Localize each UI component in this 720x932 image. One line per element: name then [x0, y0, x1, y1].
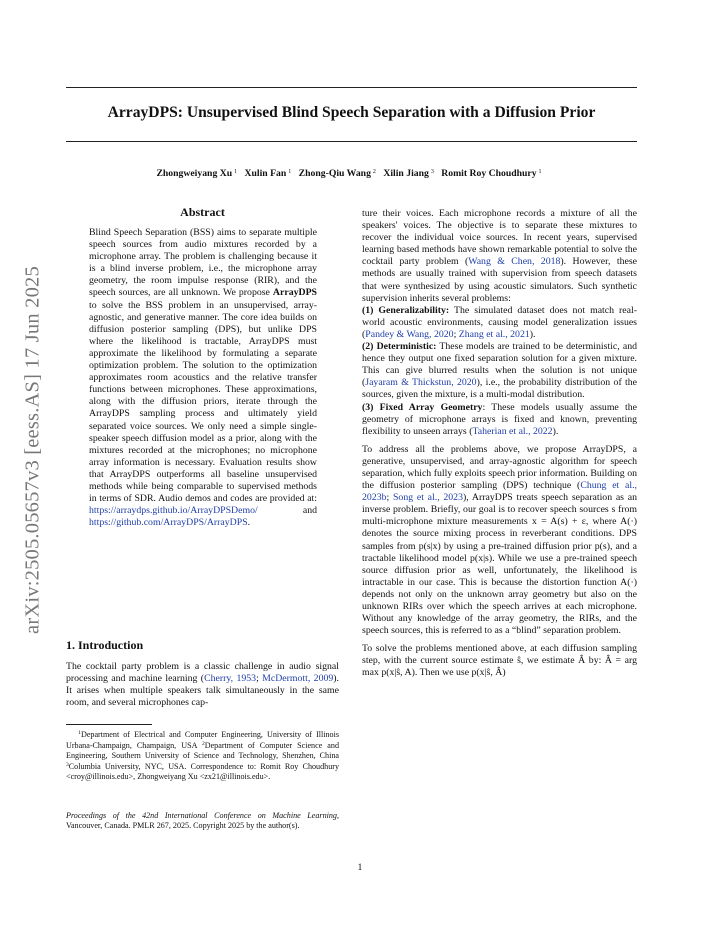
body-text: ;	[386, 492, 393, 504]
body-text: The simulated dataset does not match real-world acoustic environments, causing model generalization issues (	[362, 304, 637, 340]
intro-heading: 1. Introduction	[66, 638, 144, 652]
citation-link[interactable]: Wang & Chen, 2018	[468, 256, 561, 268]
abstract-text: Blind Speech Separation (BSS) aims to separate multiple speech sources from audio mixtures recorded by a microphone array. The problem is challenging because it is a blind inverse problem, i.e., the microphone array geometry, the room impulse response (RIR), and the speech sources, are all unknown. We propose	[89, 227, 317, 299]
affiliation-footnote: $^1$Department of Electrical and Computer Engineering, University of Illinois Urbana-Champaign, Champaign, USA $^2$Department of Computer Science and Engineering, Southern University of Science and Technology, Shenzhen, China $^3$Columbia University, NYC, USA. Correspondence to: Romit Roy Choudhury <croy@illinois.edu>, Zhongweiyang Xu <zx21@illinois.edu>.	[66, 730, 340, 781]
proceedings-text: , Vancouver, Canada. PMLR 267, 2025. Copyright 2025 by the author(s).	[66, 811, 339, 830]
footnote-rule	[66, 724, 152, 725]
citation-link[interactable]: Taherian et al., 2022	[472, 425, 553, 437]
citation-link[interactable]: Pandey & Wang, 2020	[365, 328, 454, 340]
citation-link[interactable]: McDermott, 2009	[262, 673, 334, 685]
title-rule-bottom	[66, 141, 637, 142]
body-text: ). However, these methods are usually trained with supervision from speech datasets that were synthesized by using acoustic simulators. Such synthetic supervision inherits several problems:	[362, 256, 637, 304]
title-rule-top	[66, 87, 637, 88]
citation-link[interactable]: Chung et al., 2023b	[362, 480, 637, 504]
body-text: : These models usually assume the geometry of microphone arrays is fixed and known, preventing flexibility to unseen arrays (	[362, 401, 637, 437]
author-affiliation: 1	[234, 169, 238, 175]
intro-text: ;	[256, 673, 263, 685]
abstract-body	[89, 227, 317, 529]
author-affiliation: 3	[430, 169, 434, 175]
citation-link[interactable]: Song et al., 2023	[392, 492, 463, 504]
intro-body	[66, 661, 339, 709]
body-text: ), ArrayDPS treats speech separation as an inverse problem. Briefly, our goal is to recover speech sources s from multi-microphone mixture measurements x = A(s) + ε, where A(·) denotes the source mixing process in reverberant conditions. DPS samples from p(s|x) by using a pre-trained diffusion prior p(s), and a tractable likelihood model p(x|s). While we use a pre-trained speech source diffusion prior as well, unfortunately, the likelihood is intractable in our case. This is because the distortion function A(·) depends not only on the unknown array geometry but also on the unknown RIRs over which the speech arrives at each microphone. Without any knowledge of the array geometry, the RIRs, and the speech sources, this is referred to as a “blind” separation problem.	[362, 492, 637, 637]
abstract-method-name: ArrayDPS	[272, 287, 317, 299]
abstract-text: .	[247, 517, 251, 529]
body-text: ;	[453, 328, 459, 340]
body-text: ture their voices. Each microphone records a mixture of all the speakers' voices. The objective is to separate these mixtures to recover the individual voice sources. In recent years, supervised learning based methods have shown remarkable potential to solve the cocktail party problem (	[362, 208, 637, 268]
citation-link[interactable]: Zhang et al., 2021	[458, 328, 530, 340]
author-name: Zhongweiyang Xu	[156, 168, 233, 179]
abstract-text: and	[257, 505, 317, 517]
abstract-text: to solve the BSS problem in an unsupervised, array-agnostic, and generative manner. The core idea builds on diffusion posterior sampling (DPS), but unlike DPS where the likelihood is tractable, ArrayDPS must approximate the likelihood by formulating a separate optimization problem. The solution to the optimization approximates room acoustics and the relative transfer functions between microphones. These approximations, along with the diffusion priors, iterate through the ArrayDPS sampling process and ultimately yield separated voice sources. We only need a simple single-speaker speech diffusion model as a prior, along with the mixtures recorded at the microphones; no microphone array information is necessary. Evaluation results show that ArrayDPS outperforms all baseline unsupervised methods while being comparable to supervised methods in terms of SDR. Audio demos and codes are provided at:	[89, 299, 317, 505]
footnote-text: Columbia University, NYC, USA. Correspondence to: Romit Roy Choudhury <croy@illinois.edu>, Zhongweiyang Xu <zx21@illinois.edu>.	[66, 761, 339, 781]
body-text: To solve the problems mentioned above, at each diffusion sampling step, with the current source estimate ŝ, we estimate Â by: Â = arg max p(x|ŝ, A). Then we use p(x|ŝ, Â)	[362, 643, 637, 679]
footnote-text: Department of Computer Science and Engineering, Southern University of Science and Technology, Shenzhen, China	[66, 740, 339, 760]
demo-link[interactable]: https://arraydps.github.io/ArrayDPSDemo/	[89, 505, 258, 517]
author-name: Romit Roy Choudhury	[441, 168, 537, 179]
proceedings-note	[66, 811, 339, 831]
body-text: ).	[552, 425, 559, 437]
author-affiliation: 2	[372, 169, 376, 175]
arxiv-stamp-area	[20, 240, 46, 660]
paper-title: ArrayDPS: Unsupervised Blind Speech Separation with a Diffusion Prior	[107, 104, 596, 121]
footnote-text: Department of Electrical and Computer Engineering, University of Illinois Urbana-Champaign, Champaign, USA	[66, 730, 340, 750]
citation-link[interactable]: Jayaram & Thickstun, 2020	[365, 377, 477, 389]
author-name: Xulin Fan	[244, 168, 287, 179]
page-number: 1	[357, 862, 363, 873]
author-affiliation: 1	[288, 169, 292, 175]
right-column-body	[362, 208, 637, 680]
body-text: ), i.e., the probability distribution of the sources, given the mixture, is a multi-modal distribution.	[362, 377, 638, 401]
problem-heading: (3) Fixed Array Geometry	[362, 401, 483, 413]
arxiv-stamp: arXiv:2505.05657v3 [eess.AS] 17 Jun 2025	[21, 266, 44, 634]
citation-link[interactable]: Cherry, 1953	[204, 673, 257, 685]
abstract-heading: Abstract	[180, 205, 225, 219]
body-text: These models are trained to be deterministic, and hence they output one fixed separation solution for a given mixture. This can give blurred results when the solution is not unique (	[362, 341, 637, 389]
intro-text: The cocktail party problem is a classic challenge in audio signal processing and machine learning (	[66, 661, 339, 685]
proceedings-venue: Proceedings of the 42nd International Conference on Machine Learning	[66, 811, 337, 820]
problem-heading: (2) Deterministic:	[362, 341, 437, 353]
body-text: ).	[529, 328, 536, 340]
code-link[interactable]: https://github.com/ArrayDPS/ArrayDPS	[89, 517, 248, 529]
author-list	[66, 165, 637, 181]
author-name: Xilin Jiang	[383, 168, 429, 179]
author-affiliation: 1	[538, 169, 542, 175]
intro-text: ). It arises when multiple speakers talk simultaneously in the same room, and several microphones cap-	[66, 673, 339, 709]
problem-heading: (1) Generalizability:	[362, 304, 450, 316]
body-text: To address all the problems above, we propose ArrayDPS, a generative, unsupervised, and array-agnostic algorithm for speech separation, which fully exploits speech prior information. Building on the diffusion posterior sampling (DPS) technique (	[362, 443, 637, 492]
author-name: Zhong-Qiu Wang	[298, 168, 371, 179]
